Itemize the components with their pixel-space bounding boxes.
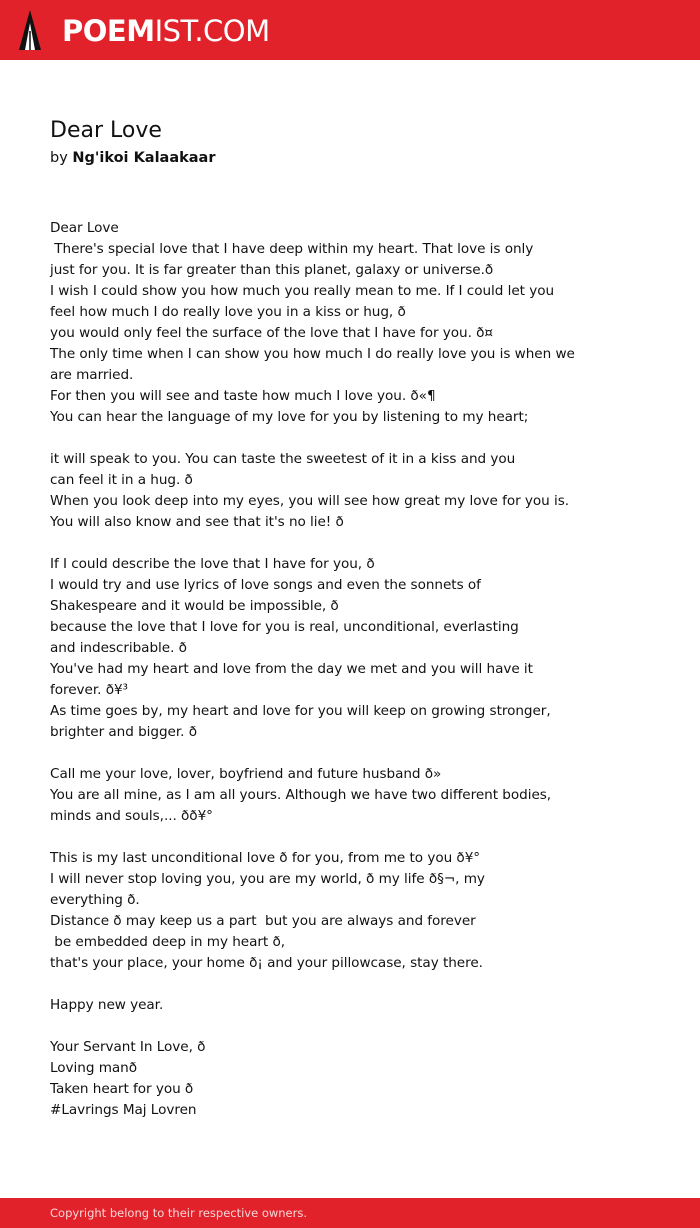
poem-line: I wish I could show you how much you really mean to me. If I could let you — [50, 283, 555, 299]
site-logo[interactable] — [62, 11, 270, 51]
poem-line — [50, 428, 650, 449]
poem-line — [50, 974, 650, 995]
poem-line: Taken heart for you ð — [50, 1081, 194, 1097]
poem-line — [50, 827, 650, 848]
poem-line: I would try and use lyrics of love songs and even the sonnets of — [50, 577, 481, 593]
poem-line: The only time when I can show you how much I do really love you is when we — [50, 346, 575, 362]
poem-line: brighter and bigger. ð — [50, 724, 197, 740]
poem-body — [50, 218, 650, 1121]
logo-light-text: IST.COM — [154, 14, 270, 48]
poem-line: minds and souls,... ðð¥° — [50, 808, 213, 824]
author-name: Ng'ikoi Kalaakaar — [72, 150, 216, 166]
poem-line: just for you. It is far greater than this planet, galaxy or universe.ð — [50, 262, 494, 278]
poem-line: that's your place, your home ð¡ and your pillowcase, stay there. — [50, 955, 483, 971]
poem-line: You will also know and see that it's no lie! ð — [50, 514, 344, 530]
poem-line: be embedded deep in my heart ð, — [50, 934, 286, 950]
poem-line: For then you will see and taste how much I love you. ð«¶ — [50, 388, 436, 404]
poem-line — [50, 533, 650, 554]
poem-line: When you look deep into my eyes, you will see how great my love for you is. — [50, 493, 570, 509]
poem-line: Shakespeare and it would be impossible, ð — [50, 598, 339, 614]
poem-line: forever. ð¥³ — [50, 682, 128, 698]
poem-line: because the love that I love for you is real, unconditional, everlasting — [50, 619, 519, 635]
site-footer — [0, 1198, 700, 1228]
poem-line: Your Servant In Love, ð — [50, 1039, 206, 1055]
poem-line: and indescribable. ð — [50, 640, 187, 656]
poem-line: everything ð. — [50, 892, 140, 908]
site-header — [0, 0, 700, 60]
poem-line — [50, 1016, 650, 1037]
poem-line: There's special love that I have deep within my heart. That love is only — [50, 241, 534, 257]
poem-line: feel how much I do really love you in a kiss or hug, ð — [50, 304, 406, 320]
byline — [50, 148, 216, 168]
logo-bold-text: POEM — [62, 14, 155, 48]
poem-line — [50, 743, 650, 764]
poem-line: You've had my heart and love from the day we met and you will have it — [50, 661, 533, 677]
poem-line: Happy new year. — [50, 997, 164, 1013]
poem-line: If I could describe the love that I have for you, ð — [50, 556, 375, 572]
poem-title: Dear Love — [50, 118, 162, 143]
poem-line: This is my last unconditional love ð for you, from me to you ð¥° — [50, 850, 481, 866]
pen-nib-icon[interactable] — [18, 9, 42, 51]
copyright-text: Copyright belong to their respective owners. — [50, 1206, 308, 1220]
poem-line: You can hear the language of my love for you by listening to my heart; — [50, 409, 529, 425]
poem-line: I will never stop loving you, you are my world, ð my life ð§¬, my — [50, 871, 485, 887]
poem-line: Loving manð — [50, 1060, 137, 1076]
poem-line: it will speak to you. You can taste the sweetest of it in a kiss and you — [50, 451, 516, 467]
poem-line: Call me your love, lover, boyfriend and future husband ð» — [50, 766, 442, 782]
poem-line: can feel it in a hug. ð — [50, 472, 193, 488]
poem-line: #Lavrings Maj Lovren — [50, 1102, 197, 1118]
poem-line: You are all mine, as I am all yours. Although we have two different bodies, — [50, 787, 552, 803]
by-label: by — [50, 150, 68, 166]
poem-line: Distance ð may keep us a part but you are always and forever — [50, 913, 476, 929]
poem-line: As time goes by, my heart and love for you will keep on growing stronger, — [50, 703, 551, 719]
poem-line: Dear Love — [50, 220, 119, 236]
poem-line: you would only feel the surface of the love that I have for you. ð¤ — [50, 325, 494, 341]
poem-line: are married. — [50, 367, 138, 383]
